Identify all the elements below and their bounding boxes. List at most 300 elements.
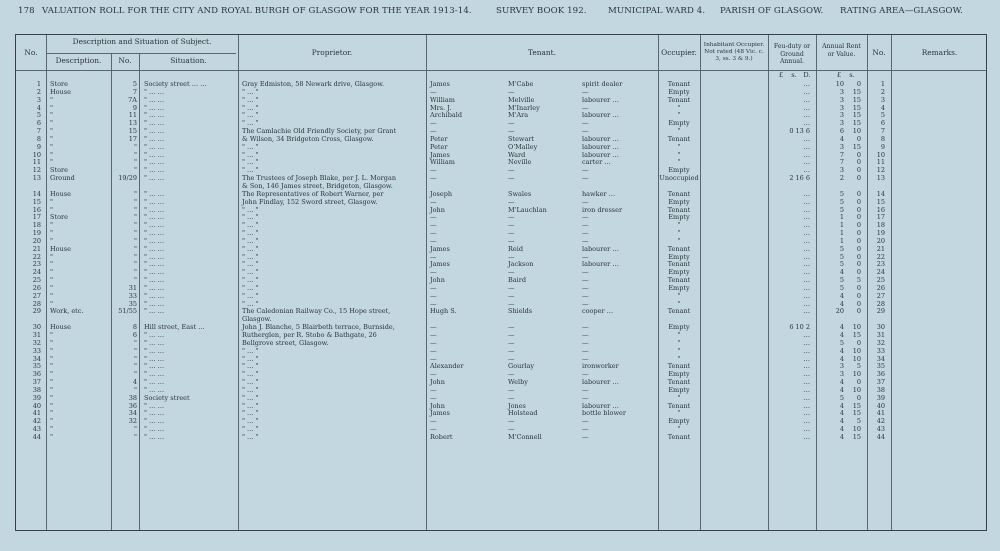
- cell-entry-number: 8: [36, 134, 41, 143]
- cell-situation: " … …: [144, 409, 165, 418]
- cell-annual-pounds: 3: [839, 103, 844, 112]
- cell-description: Store: [50, 213, 68, 222]
- roll-entries: [16, 81, 988, 442]
- col-inhabitant: Inhabitant Occupier. Not rated (48 Vic. c. 3, ss. 3 & 9.): [703, 42, 765, 62]
- cell-tenant-forename: —: [430, 370, 437, 379]
- cell-entry-number: 1: [36, 80, 41, 88]
- cell-feu-duty: …: [803, 111, 810, 120]
- feu-pence-label: D.: [803, 71, 811, 79]
- cell-occupier-status: Empty: [668, 385, 690, 394]
- cell-entry-number: 25: [32, 276, 41, 285]
- cell-situation: " … …: [144, 378, 165, 387]
- cell-tenant-forename: —: [430, 119, 437, 128]
- cell-tenant-forename: William: [430, 95, 455, 104]
- cell-situation: " … …: [144, 127, 165, 136]
- cell-description: Ground: [50, 174, 75, 183]
- col-no-2: No.: [118, 56, 132, 65]
- cell-tenant-occupation: bottle blower: [582, 409, 626, 418]
- cell-entry-number-right: 14: [876, 189, 885, 198]
- cell-occupier-status: ": [677, 409, 681, 418]
- cell-annual-pounds: 5: [839, 283, 844, 292]
- cell-tenant-surname: —: [508, 425, 515, 434]
- cell-tenant-surname: —: [508, 87, 515, 96]
- cell-description: ": [50, 393, 53, 402]
- cell-description: ": [50, 127, 53, 136]
- cell-annual-shillings: 0: [856, 80, 861, 88]
- cell-situation: " … …: [144, 385, 165, 394]
- cell-occupier-status: ": [677, 346, 681, 355]
- cell-annual-shillings: 0: [856, 205, 861, 214]
- cell-entry-number: 43: [32, 425, 41, 434]
- cell-description: ": [50, 205, 53, 214]
- cell-description: ": [50, 362, 53, 371]
- cell-occupier-status: ": [677, 299, 681, 308]
- cell-situation: Hill street, East …: [144, 323, 205, 332]
- cell-proprietor: " … ": [242, 111, 259, 120]
- cell-tenant-surname: Ward: [508, 150, 526, 159]
- cell-annual-pounds: 4: [839, 291, 844, 300]
- cell-tenant-surname: —: [508, 323, 515, 332]
- cell-street-number: 32: [128, 417, 137, 426]
- cell-entry-number: 14: [32, 189, 41, 198]
- cell-situation: " … …: [144, 354, 165, 363]
- col-remarks: Remarks.: [921, 48, 958, 57]
- cell-situation: " … …: [144, 370, 165, 379]
- cell-tenant-surname: —: [508, 331, 515, 339]
- col-situation: Situation.: [170, 56, 207, 65]
- cell-feu-duty: …: [803, 299, 810, 308]
- cell-entry-number-right: 38: [876, 385, 885, 394]
- cell-tenant-occupation: labourer …: [582, 142, 619, 151]
- cell-entry-number: 21: [32, 244, 41, 253]
- cell-entry-number: 37: [32, 378, 41, 387]
- cell-entry-number-right: 5: [880, 111, 885, 120]
- cell-annual-pounds: 5: [839, 252, 844, 261]
- cell-annual-shillings: 0: [856, 174, 861, 183]
- cell-description: Store: [50, 80, 68, 88]
- cell-street-number: 7A: [128, 95, 137, 104]
- cell-description: ": [50, 354, 53, 363]
- cell-feu-duty: …: [803, 197, 810, 206]
- cell-annual-shillings: 0: [856, 252, 861, 261]
- cell-tenant-forename: —: [430, 331, 437, 339]
- cell-tenant-occupation: —: [582, 331, 589, 339]
- cell-street-number: ": [134, 432, 137, 441]
- cell-street-number: ": [134, 346, 137, 355]
- cell-proprietor: " … ": [242, 276, 259, 285]
- cell-tenant-occupation: labourer …: [582, 401, 619, 410]
- cell-proprietor: John J. Blanche, 5 Blairbeth terrace, Burnside,: [242, 323, 395, 332]
- cell-entry-number: 36: [32, 370, 41, 379]
- cell-tenant-surname: Jones: [508, 401, 526, 410]
- cell-street-number: 34: [128, 409, 137, 418]
- cell-annual-shillings: 15: [852, 409, 861, 418]
- cell-proprietor: & Wilson, 34 Bridgeton Cross, Glasgow.: [242, 134, 374, 143]
- cell-proprietor: " … ": [242, 119, 259, 128]
- cell-feu-duty: …: [803, 150, 810, 159]
- cell-description: ": [50, 111, 53, 120]
- cell-proprietor: " … ": [242, 260, 259, 269]
- cell-tenant-occupation: —: [582, 229, 589, 238]
- cell-description: ": [50, 260, 53, 269]
- cell-tenant-forename: Alexander: [430, 362, 464, 371]
- cell-feu-duty: …: [803, 244, 810, 253]
- cell-annual-shillings: 5: [856, 276, 861, 285]
- cell-tenant-surname: —: [508, 291, 515, 300]
- cell-annual-shillings: 15: [852, 331, 861, 339]
- cell-annual-shillings: 0: [856, 166, 861, 175]
- cell-entry-number: 26: [32, 283, 41, 292]
- cell-annual-pounds: 4: [839, 331, 844, 339]
- cell-tenant-occupation: —: [582, 236, 589, 245]
- cell-feu-duty: …: [803, 338, 810, 347]
- cell-tenant-occupation: —: [582, 432, 589, 441]
- col-tenant: Tenant.: [528, 48, 556, 57]
- cell-tenant-forename: —: [430, 166, 437, 175]
- cell-occupier-status: Tenant: [667, 432, 691, 441]
- cell-tenant-surname: —: [508, 174, 515, 183]
- cell-feu-duty: …: [803, 354, 810, 363]
- cell-feu-duty: …: [803, 276, 810, 285]
- cell-entry-number: 19: [32, 229, 41, 238]
- cell-entry-number-right: 29: [876, 307, 885, 316]
- cell-annual-pounds: 5: [839, 244, 844, 253]
- cell-tenant-surname: Swales: [508, 189, 532, 198]
- cell-entry-number: 7: [36, 127, 41, 136]
- cell-occupier-status: Empty: [668, 119, 690, 128]
- cell-occupier-status: ": [677, 103, 681, 112]
- cell-feu-duty: …: [803, 119, 810, 128]
- cell-proprietor: " … ": [242, 370, 259, 379]
- cell-annual-shillings: 10: [852, 323, 861, 332]
- cell-situation: " … …: [144, 150, 165, 159]
- cell-proprietor: " … ": [242, 283, 259, 292]
- cell-street-number: ": [134, 213, 137, 222]
- cell-feu-duty: …: [803, 142, 810, 151]
- cell-tenant-forename: Mrs. J.: [430, 103, 452, 112]
- cell-tenant-occupation: —: [582, 283, 589, 292]
- header-rule: [46, 53, 236, 54]
- cell-annual-shillings: 15: [852, 87, 861, 96]
- cell-street-number: ": [134, 158, 137, 167]
- cell-entry-number-right: 37: [876, 378, 885, 387]
- cell-entry-number-right: 40: [876, 401, 885, 410]
- cell-tenant-surname: —: [508, 236, 515, 245]
- cell-entry-number: 17: [32, 213, 41, 222]
- cell-tenant-surname: Baird: [508, 276, 526, 285]
- cell-annual-pounds: 4: [839, 409, 844, 418]
- cell-tenant-surname: —: [508, 268, 515, 277]
- cell-street-number: 4: [132, 378, 137, 387]
- cell-annual-pounds: 5: [839, 197, 844, 206]
- cell-description: House: [50, 87, 71, 96]
- cell-tenant-surname: —: [508, 338, 515, 347]
- cell-entry-number-right: 17: [876, 213, 885, 222]
- cell-description: ": [50, 158, 53, 167]
- cell-tenant-forename: —: [430, 346, 437, 355]
- cell-proprietor: " … ": [242, 385, 259, 394]
- cell-annual-pounds: 5: [839, 205, 844, 214]
- cell-description: ": [50, 432, 53, 441]
- cell-entry-number-right: 25: [876, 276, 885, 285]
- cell-entry-number: 31: [32, 331, 41, 339]
- cell-annual-pounds: 10: [835, 80, 844, 88]
- cell-annual-pounds: 4: [839, 385, 844, 394]
- cell-entry-number-right: 21: [876, 244, 885, 253]
- cell-annual-shillings: 10: [852, 354, 861, 363]
- cell-description: House: [50, 189, 71, 198]
- cell-tenant-forename: —: [430, 299, 437, 308]
- cell-entry-number-right: 36: [876, 370, 885, 379]
- cell-entry-number: 2: [36, 87, 41, 96]
- cell-tenant-occupation: labourer …: [582, 150, 619, 159]
- cell-tenant-occupation: labourer …: [582, 260, 619, 269]
- cell-feu-duty: 6 10 2: [789, 323, 810, 332]
- cell-annual-shillings: 10: [852, 346, 861, 355]
- cell-entry-number-right: 26: [876, 283, 885, 292]
- cell-occupier-status: Empty: [668, 197, 690, 206]
- cell-annual-pounds: 5: [839, 338, 844, 347]
- cell-tenant-surname: —: [508, 119, 515, 128]
- cell-proprietor: " … ": [242, 362, 259, 371]
- cell-situation: " … …: [144, 362, 165, 371]
- cell-entry-number-right: 33: [876, 346, 885, 355]
- cell-proprietor: " … ": [242, 378, 259, 387]
- cell-annual-pounds: 3: [839, 362, 844, 371]
- cell-tenant-occupation: —: [582, 166, 589, 175]
- cell-proprietor: The Camlachie Old Friendly Society, per Grant: [242, 127, 397, 136]
- cell-entry-number-right: 34: [876, 354, 885, 363]
- cell-entry-number: 4: [36, 103, 41, 112]
- cell-tenant-surname: Stewart: [508, 134, 535, 143]
- cell-entry-number-right: 42: [876, 417, 885, 426]
- cell-tenant-surname: Melville: [508, 95, 535, 104]
- cell-entry-number: 34: [32, 354, 41, 363]
- cell-tenant-surname: Holstead: [508, 409, 538, 418]
- cell-feu-duty: …: [803, 378, 810, 387]
- cell-tenant-occupation: —: [582, 87, 589, 96]
- cell-feu-duty: …: [803, 213, 810, 222]
- cell-tenant-surname: M'Lauchlan: [508, 205, 547, 214]
- cell-occupier-status: Tenant: [667, 244, 691, 253]
- cell-tenant-forename: James: [430, 150, 450, 159]
- cell-tenant-occupation: labourer …: [582, 378, 619, 387]
- cell-annual-shillings: 0: [856, 307, 861, 316]
- cell-annual-shillings: 15: [852, 142, 861, 151]
- cell-occupier-status: ": [677, 229, 681, 238]
- cell-situation: " … …: [144, 283, 165, 292]
- cell-tenant-forename: —: [430, 393, 437, 402]
- cell-tenant-occupation: —: [582, 127, 589, 136]
- cell-street-number: ": [134, 260, 137, 269]
- cell-feu-duty: …: [803, 158, 810, 167]
- cell-description: ": [50, 150, 53, 159]
- cell-occupier-status: ": [677, 425, 681, 434]
- cell-annual-shillings: 0: [856, 244, 861, 253]
- cell-occupier-status: Unoccupied: [659, 174, 699, 183]
- col-description: Description.: [55, 56, 102, 65]
- cell-occupier-status: ": [677, 236, 681, 245]
- cell-proprietor: " … ": [242, 95, 259, 104]
- cell-entry-number: 15: [32, 197, 41, 206]
- cell-occupier-status: Empty: [668, 283, 690, 292]
- cell-proprietor: " … ": [242, 299, 259, 308]
- cell-tenant-occupation: —: [582, 299, 589, 308]
- cell-annual-shillings: 0: [856, 260, 861, 269]
- cell-annual-pounds: 7: [839, 150, 844, 159]
- cell-annual-shillings: 15: [852, 432, 861, 441]
- cell-entry-number: 30: [32, 323, 41, 332]
- cell-entry-number: 24: [32, 268, 41, 277]
- annual-pounds-label: £: [836, 71, 842, 79]
- cell-situation: " … …: [144, 417, 165, 426]
- cell-occupier-status: Empty: [668, 268, 690, 277]
- cell-proprietor: Bellgrove street, Glasgow.: [242, 338, 329, 347]
- cell-proprietor: " … ": [242, 213, 259, 222]
- cell-situation: " … …: [144, 307, 165, 316]
- cell-description: ": [50, 425, 53, 434]
- cell-proprietor: " … ": [242, 158, 259, 167]
- cell-annual-shillings: 10: [852, 425, 861, 434]
- cell-occupier-status: ": [677, 331, 681, 339]
- cell-entry-number-right: 10: [876, 150, 885, 159]
- cell-tenant-forename: John: [430, 401, 445, 410]
- col-annual-value: Annual Rent or Value.: [822, 43, 861, 58]
- cell-description: ": [50, 338, 53, 347]
- cell-proprietor: " … ": [242, 205, 259, 214]
- cell-description: ": [50, 103, 53, 112]
- cell-occupier-status: Tenant: [667, 401, 691, 410]
- cell-annual-shillings: 5: [856, 417, 861, 426]
- cell-entry-number-right: 23: [876, 260, 885, 269]
- cell-situation: " … …: [144, 299, 165, 308]
- cell-street-number: ": [134, 236, 137, 245]
- cell-feu-duty: …: [803, 260, 810, 269]
- cell-annual-shillings: 0: [856, 229, 861, 238]
- cell-entry-number-right: 20: [876, 236, 885, 245]
- cell-annual-pounds: 5: [839, 393, 844, 402]
- cell-proprietor: Gray Edmiston, 58 Newark drive, Glasgow.: [242, 80, 385, 88]
- cell-street-number: ": [134, 205, 137, 214]
- cell-situation: " … …: [144, 189, 165, 198]
- cell-tenant-forename: —: [430, 236, 437, 245]
- cell-tenant-forename: William: [430, 158, 455, 167]
- cell-street-number: 38: [128, 393, 137, 402]
- cell-tenant-forename: —: [430, 221, 437, 230]
- cell-street-number: 19/29: [118, 174, 137, 183]
- cell-tenant-surname: M'Connell: [508, 432, 542, 441]
- cell-entry-number-right: 4: [880, 103, 885, 112]
- cell-annual-shillings: 0: [856, 393, 861, 402]
- cell-tenant-occupation: —: [582, 103, 589, 112]
- cell-tenant-occupation: ironworker: [582, 362, 619, 371]
- cell-occupier-status: Empty: [668, 166, 690, 175]
- cell-occupier-status: ": [677, 111, 681, 120]
- cell-entry-number-right: 22: [876, 252, 885, 261]
- cell-tenant-occupation: —: [582, 346, 589, 355]
- cell-proprietor: " … ": [242, 221, 259, 230]
- cell-tenant-occupation: iron dresser: [582, 205, 623, 214]
- cell-annual-shillings: 0: [856, 299, 861, 308]
- cell-situation: " … …: [144, 291, 165, 300]
- cell-tenant-surname: M'Cabe: [508, 80, 534, 88]
- cell-situation: " … …: [144, 205, 165, 214]
- cell-annual-shillings: 0: [856, 338, 861, 347]
- cell-entry-number: 27: [32, 291, 41, 300]
- cell-occupier-status: Tenant: [667, 205, 691, 214]
- cell-annual-shillings: 0: [856, 378, 861, 387]
- cell-tenant-surname: —: [508, 283, 515, 292]
- cell-occupier-status: Tenant: [667, 307, 691, 316]
- cell-feu-duty: …: [803, 229, 810, 238]
- cell-tenant-forename: John: [430, 276, 445, 285]
- cell-entry-number: 23: [32, 260, 41, 269]
- cell-proprietor: " … ": [242, 166, 259, 175]
- cell-tenant-forename: Joseph: [430, 189, 453, 198]
- cell-street-number: 6: [132, 331, 137, 339]
- cell-proprietor: " … ": [242, 291, 259, 300]
- parish: PARISH OF GLASGOW.: [720, 6, 824, 16]
- cell-situation: " … …: [144, 338, 165, 347]
- cell-entry-number-right: 1: [880, 80, 885, 88]
- cell-description: ": [50, 236, 53, 245]
- cell-occupier-status: ": [677, 127, 681, 136]
- cell-entry-number: 3: [36, 95, 41, 104]
- table-row: [16, 308, 988, 316]
- cell-tenant-forename: John: [430, 205, 445, 214]
- cell-annual-pounds: 4: [839, 378, 844, 387]
- cell-entry-number-right: 24: [876, 268, 885, 277]
- cell-entry-number: 20: [32, 236, 41, 245]
- valuation-table: [15, 34, 987, 531]
- cell-situation: Society street: [144, 393, 190, 402]
- cell-entry-number: 12: [32, 166, 41, 175]
- cell-annual-pounds: 3: [839, 87, 844, 96]
- cell-street-number: 33: [128, 291, 137, 300]
- cell-entry-number-right: 19: [876, 229, 885, 238]
- cell-street-number: 17: [128, 134, 137, 143]
- cell-street-number: ": [134, 385, 137, 394]
- cell-entry-number-right: 3: [880, 95, 885, 104]
- cell-entry-number: 11: [32, 158, 41, 167]
- cell-description: ": [50, 229, 53, 238]
- cell-feu-duty: …: [803, 268, 810, 277]
- cell-tenant-forename: James: [430, 244, 450, 253]
- cell-annual-shillings: 0: [856, 213, 861, 222]
- cell-feu-duty: …: [803, 291, 810, 300]
- cell-annual-shillings: 5: [856, 362, 861, 371]
- cell-annual-shillings: 0: [856, 291, 861, 300]
- cell-description: ": [50, 370, 53, 379]
- cell-proprietor: " … ": [242, 268, 259, 277]
- cell-proprietor: The Trustees of Joseph Blake, per J. L. Morgan: [242, 174, 397, 183]
- cell-tenant-forename: —: [430, 283, 437, 292]
- cell-feu-duty: …: [803, 283, 810, 292]
- cell-annual-shillings: 0: [856, 150, 861, 159]
- cell-tenant-surname: —: [508, 229, 515, 238]
- survey-book: SURVEY BOOK 192.: [496, 6, 587, 16]
- cell-street-number: 7: [132, 87, 137, 96]
- cell-occupier-status: Empty: [668, 370, 690, 379]
- cell-tenant-surname: Jackson: [508, 260, 534, 269]
- cell-tenant-surname: —: [508, 166, 515, 175]
- cell-annual-shillings: 0: [856, 283, 861, 292]
- cell-proprietor: " … ": [242, 425, 259, 434]
- cell-description: ": [50, 291, 53, 300]
- cell-tenant-surname: —: [508, 370, 515, 379]
- cell-situation: " … …: [144, 119, 165, 128]
- cell-entry-number: 44: [32, 432, 41, 441]
